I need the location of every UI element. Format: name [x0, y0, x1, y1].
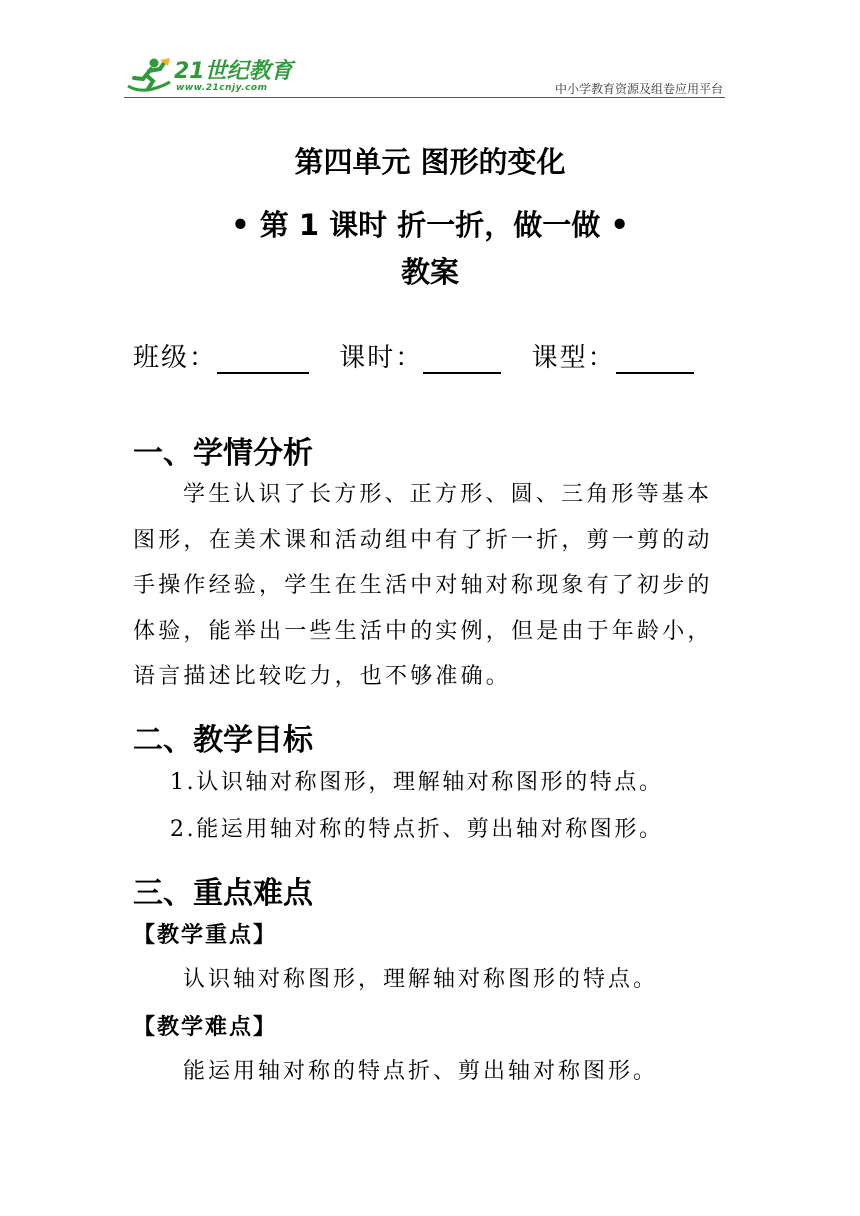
difficulty-text: 能运用轴对称的特点折、剪出轴对称图形。 — [183, 1059, 659, 1084]
type-label: 课型： — [531, 343, 616, 373]
unit-title: 第四单元 图形的变化 — [294, 145, 566, 179]
heading-key-points: 三、重点难点 — [133, 876, 313, 911]
page-header — [124, 52, 725, 100]
header-divider — [124, 97, 725, 98]
logo — [124, 52, 294, 98]
focus-label: 【教学重点】 — [133, 923, 278, 948]
focus-text: 认识轴对称图形，理解轴对称图形的特点。 — [183, 967, 659, 992]
analysis-text: 学生认识了长方形、正方形、圆、三角形等基本图形，在美术课和活动组中有了折一折，剪一剪的动手操作经验，学生在生活中对轴对称现象有了初步的体验，能举出一些生活中的实例，但是由于年龄小，语言描述比较吃力，也不够准确。 — [133, 482, 713, 689]
class-blank — [217, 342, 309, 374]
goal-item-2: 2.能运用轴对称的特点折、剪出轴对称图形。 — [170, 817, 664, 842]
heading-analysis: 一、学情分析 — [133, 436, 313, 471]
period-blank — [423, 342, 501, 374]
logo-url: www.21cnjy.com — [176, 83, 268, 93]
type-blank — [616, 342, 694, 374]
document-type: 教案 — [400, 255, 459, 289]
goal-item-1: 1.认识轴对称图形，理解轴对称图形的特点。 — [170, 770, 664, 795]
logo-text: 21世纪教育 — [174, 59, 293, 84]
runner-logo-icon — [124, 56, 174, 96]
heading-goals: 二、教学目标 — [133, 723, 313, 758]
header-tagline: 中小学教育资源及组卷应用平台 — [554, 82, 723, 96]
difficulty-label: 【教学难点】 — [133, 1015, 278, 1040]
period-label: 课时： — [339, 343, 424, 373]
lesson-title: • 第 1 课时 折一折，做一做 • — [231, 208, 629, 242]
class-info — [133, 337, 694, 374]
class-label: 班级： — [133, 343, 218, 373]
